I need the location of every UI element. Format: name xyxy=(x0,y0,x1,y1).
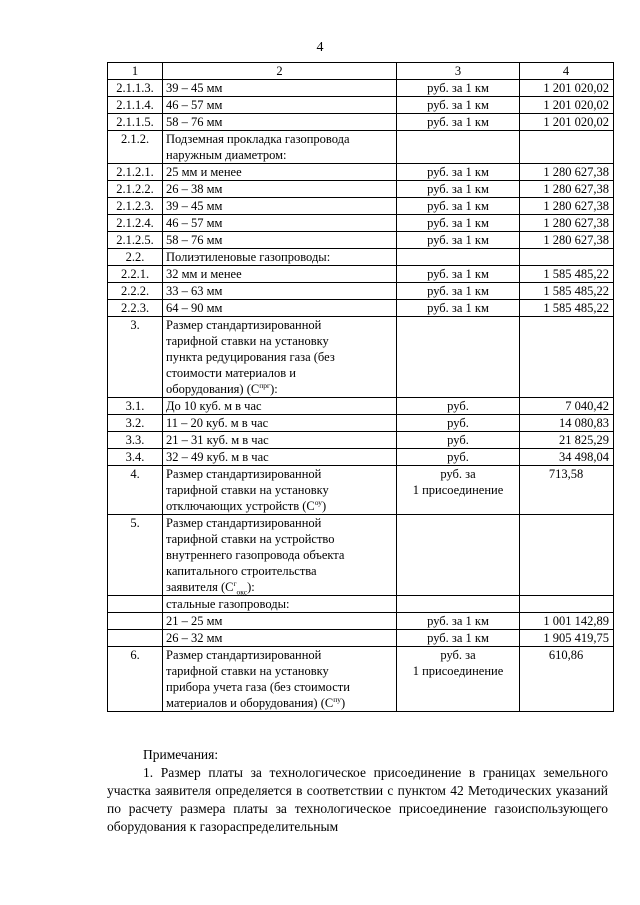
description-text: 26 – 38 мм xyxy=(166,182,223,196)
row-unit: руб. xyxy=(397,432,520,449)
row-number: 2.1.1.4. xyxy=(108,97,163,114)
row-value xyxy=(520,131,614,164)
notes-title: Примечания: xyxy=(143,747,219,762)
table-row xyxy=(108,80,614,97)
description-text: До 10 куб. м в час xyxy=(166,399,262,413)
row-value: 14 080,83 xyxy=(520,415,614,432)
row-number: 2.1.2.2. xyxy=(108,181,163,198)
row-unit xyxy=(397,131,520,164)
description-text: стальные газопроводы: xyxy=(166,597,290,611)
row-number: 2.2. xyxy=(108,249,163,266)
row-value xyxy=(520,515,614,596)
description-text: Полиэтиленовые газопроводы: xyxy=(166,250,331,264)
header-col-4: 4 xyxy=(520,63,614,80)
row-description xyxy=(163,415,397,432)
symbol-superscript: прг xyxy=(259,380,271,390)
row-value: 610,86 xyxy=(520,647,614,712)
table-row xyxy=(108,215,614,232)
notes-text: 1. Размер платы за технологическое присоединение в границах земельного участка заявителя определяется в соответствии с пунктом 42 Методических указаний по расчету размера платы за технологическое присоединение газоиспользующего оборудования к газораспределительным xyxy=(107,765,608,834)
row-value: 1 280 627,38 xyxy=(520,232,614,249)
row-unit: руб. за 1 км xyxy=(397,80,520,97)
row-unit xyxy=(397,515,520,596)
description-tail: ): xyxy=(247,580,255,594)
row-unit: руб. за 1 км xyxy=(397,198,520,215)
row-number: 5. xyxy=(108,515,163,596)
description-text: Подземная прокладка газопровода наружным диаметром: xyxy=(166,132,350,162)
description-text: 11 – 20 куб. м в час xyxy=(166,416,269,430)
row-description xyxy=(163,249,397,266)
row-value: 1 585 485,22 xyxy=(520,300,614,317)
row-description xyxy=(163,630,397,647)
row-unit: руб. xyxy=(397,398,520,415)
description-tail: ) xyxy=(321,499,327,513)
description-text: 58 – 76 мм xyxy=(166,233,223,247)
row-number: 2.1.1.5. xyxy=(108,114,163,131)
row-unit: руб. за 1 км xyxy=(397,97,520,114)
row-value: 1 280 627,38 xyxy=(520,164,614,181)
table-row xyxy=(108,449,614,466)
row-description xyxy=(163,515,397,596)
row-unit: руб. за 1 км xyxy=(397,300,520,317)
description-text: Размер стандартизированной тарифной ставки на установку отключающих устройств (С xyxy=(166,467,329,513)
table-row xyxy=(108,97,614,114)
row-number: 4. xyxy=(108,466,163,515)
row-description xyxy=(163,80,397,97)
row-description xyxy=(163,432,397,449)
row-description xyxy=(163,215,397,232)
row-unit xyxy=(397,596,520,613)
description-text: 58 – 76 мм xyxy=(166,115,223,129)
row-unit: руб. за 1 присоединение xyxy=(397,466,520,515)
row-unit: руб. за 1 км xyxy=(397,181,520,198)
row-number: 3.4. xyxy=(108,449,163,466)
table-row xyxy=(108,415,614,432)
description-text: Размер стандартизированной тарифной ставки на устройство внутреннего газопровода объекта капитального строительства заявителя (С xyxy=(166,516,345,594)
row-number: 2.2.1. xyxy=(108,266,163,283)
row-unit: руб. за 1 км xyxy=(397,283,520,300)
row-description xyxy=(163,232,397,249)
row-unit: руб. за 1 км xyxy=(397,215,520,232)
row-description xyxy=(163,596,397,613)
tariff-table xyxy=(107,62,614,712)
table-row xyxy=(108,131,614,164)
table-row xyxy=(108,249,614,266)
row-number: 2.1.1.3. xyxy=(108,80,163,97)
row-number: 3.2. xyxy=(108,415,163,432)
description-text: 39 – 45 мм xyxy=(166,199,223,213)
header-col-3: 3 xyxy=(397,63,520,80)
row-description xyxy=(163,97,397,114)
row-description xyxy=(163,131,397,164)
row-value xyxy=(520,317,614,398)
table-row xyxy=(108,198,614,215)
table-row xyxy=(108,630,614,647)
description-text: 46 – 57 мм xyxy=(166,98,223,112)
row-unit xyxy=(397,249,520,266)
row-unit: руб. за 1 км xyxy=(397,266,520,283)
description-text: 26 – 32 мм xyxy=(166,631,223,645)
description-text: 32 мм и менее xyxy=(166,267,242,281)
table-row xyxy=(108,647,614,712)
row-number: 6. xyxy=(108,647,163,712)
row-number: 2.1.2.4. xyxy=(108,215,163,232)
description-text: Размер стандартизированной тарифной ставки на установку пункта редуцирования газа (без стоимости материалов и оборудования) (С xyxy=(166,318,335,396)
description-text: 39 – 45 мм xyxy=(166,81,223,95)
table-row xyxy=(108,466,614,515)
row-value: 1 585 485,22 xyxy=(520,266,614,283)
row-description xyxy=(163,164,397,181)
row-number: 3. xyxy=(108,317,163,398)
row-description xyxy=(163,181,397,198)
row-value: 1 201 020,02 xyxy=(520,80,614,97)
description-text: 33 – 63 мм xyxy=(166,284,223,298)
row-description xyxy=(163,398,397,415)
description-tail: ): xyxy=(270,382,278,396)
symbol-superscript: г xyxy=(233,578,237,588)
row-description xyxy=(163,317,397,398)
table-row xyxy=(108,596,614,613)
description-text: 32 – 49 куб. м в час xyxy=(166,450,269,464)
description-tail: ) xyxy=(340,696,346,710)
table-row xyxy=(108,283,614,300)
row-number xyxy=(108,630,163,647)
row-value xyxy=(520,249,614,266)
table-row xyxy=(108,432,614,449)
row-value: 1 280 627,38 xyxy=(520,181,614,198)
row-description xyxy=(163,466,397,515)
header-col-2: 2 xyxy=(163,63,397,80)
table-row xyxy=(108,114,614,131)
row-number: 3.3. xyxy=(108,432,163,449)
row-value: 34 498,04 xyxy=(520,449,614,466)
table-row xyxy=(108,164,614,181)
table-row xyxy=(108,317,614,398)
row-value: 713,58 xyxy=(520,466,614,515)
row-unit: руб. за 1 присоединение xyxy=(397,647,520,712)
row-number: 2.1.2.5. xyxy=(108,232,163,249)
description-text: 64 – 90 мм xyxy=(166,301,223,315)
row-number: 2.2.3. xyxy=(108,300,163,317)
row-number: 2.1.2.3. xyxy=(108,198,163,215)
row-unit: руб. xyxy=(397,449,520,466)
row-description xyxy=(163,449,397,466)
table-row xyxy=(108,266,614,283)
row-number xyxy=(108,596,163,613)
table-row xyxy=(108,300,614,317)
row-value: 1 280 627,38 xyxy=(520,215,614,232)
row-unit: руб. xyxy=(397,415,520,432)
row-number: 2.1.2.1. xyxy=(108,164,163,181)
row-description xyxy=(163,300,397,317)
row-value: 1 201 020,02 xyxy=(520,97,614,114)
row-number xyxy=(108,613,163,630)
header-col-1: 1 xyxy=(108,63,163,80)
row-description xyxy=(163,266,397,283)
row-value xyxy=(520,596,614,613)
row-unit: руб. за 1 км xyxy=(397,613,520,630)
row-value: 1 585 485,22 xyxy=(520,283,614,300)
tariff-table-body xyxy=(108,63,614,712)
page-number: 4 xyxy=(316,40,324,55)
row-unit: руб. за 1 км xyxy=(397,114,520,131)
row-number: 3.1. xyxy=(108,398,163,415)
row-value: 7 040,42 xyxy=(520,398,614,415)
table-row xyxy=(108,232,614,249)
row-unit: руб. за 1 км xyxy=(397,630,520,647)
row-unit: руб. за 1 км xyxy=(397,164,520,181)
row-number: 2.1.2. xyxy=(108,131,163,164)
row-value: 1 280 627,38 xyxy=(520,198,614,215)
description-text: 25 мм и менее xyxy=(166,165,242,179)
symbol-superscript: пу xyxy=(333,694,341,704)
table-row xyxy=(108,613,614,630)
notes-section xyxy=(107,746,608,836)
description-text: 21 – 25 мм xyxy=(166,614,223,628)
table-row xyxy=(108,181,614,198)
description-text: Размер стандартизированной тарифной ставки на установку прибора учета газа (без стоимости материалов и оборудования) (С xyxy=(166,648,350,710)
table-row xyxy=(108,515,614,596)
row-unit: руб. за 1 км xyxy=(397,232,520,249)
row-description xyxy=(163,283,397,300)
row-description xyxy=(163,114,397,131)
table-row xyxy=(108,398,614,415)
row-description xyxy=(163,613,397,630)
symbol-subscript: окс xyxy=(236,587,248,597)
row-value: 21 825,29 xyxy=(520,432,614,449)
row-description xyxy=(163,647,397,712)
symbol-superscript: оу xyxy=(314,497,322,507)
row-number: 2.2.2. xyxy=(108,283,163,300)
description-text: 46 – 57 мм xyxy=(166,216,223,230)
table-header-row xyxy=(108,63,614,80)
row-unit xyxy=(397,317,520,398)
description-text: 21 – 31 куб. м в час xyxy=(166,433,269,447)
row-description xyxy=(163,198,397,215)
row-value: 1 001 142,89 xyxy=(520,613,614,630)
row-value: 1 905 419,75 xyxy=(520,630,614,647)
row-value: 1 201 020,02 xyxy=(520,114,614,131)
